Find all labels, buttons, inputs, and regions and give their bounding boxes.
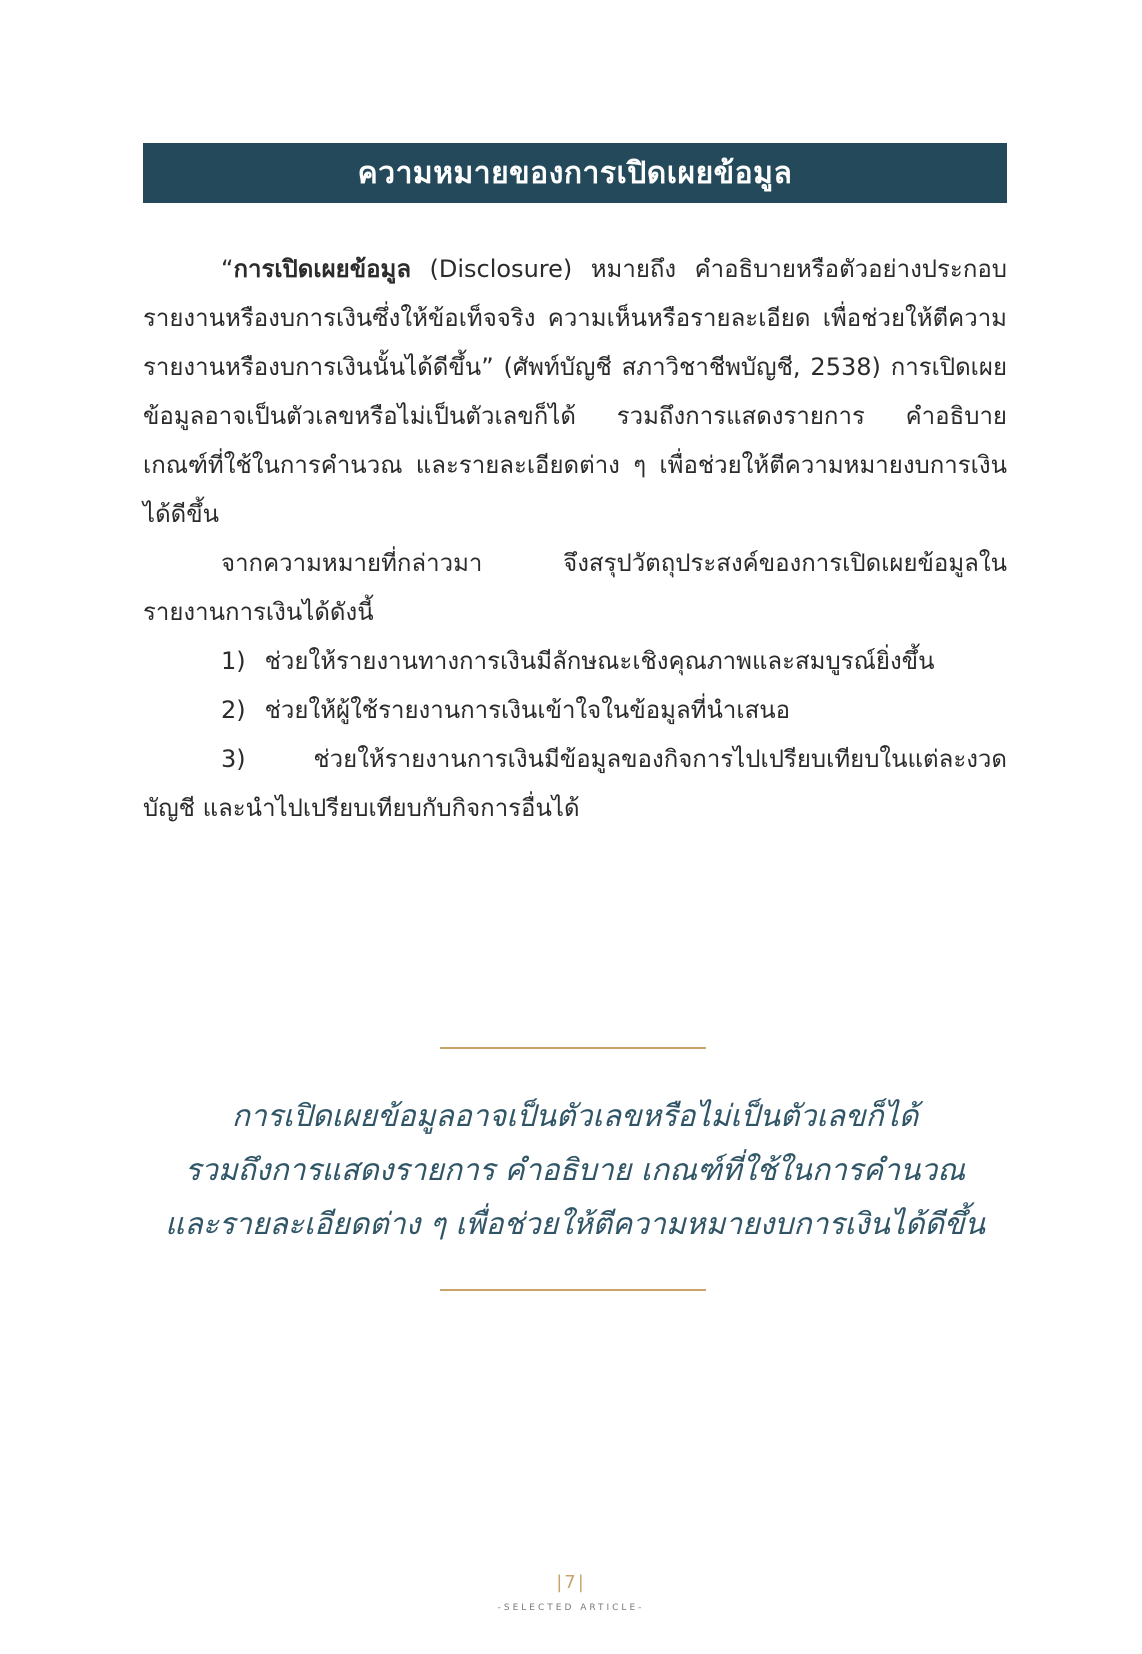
- objective-item-2: [143, 686, 1007, 735]
- objective-text: ช่วยให้ผู้ใช้รายงานการเงินเข้าใจในข้อมูลที่นำเสนอ: [264, 696, 791, 724]
- summary-paragraph: จากความหมายที่กล่าวมา จึงสรุปวัตถุประสงค์ของการเปิดเผยข้อมูลในรายงานการเงินได้ดังนี้: [143, 549, 1007, 626]
- pull-quote-line-1: การเปิดเผยข้อมูลอาจเป็นตัวเลขหรือไม่เป็นตัวเลขก็ได้: [231, 1099, 919, 1134]
- definition-paragraph: [143, 245, 1007, 539]
- objective-text: ช่วยให้รายงานการเงินมีข้อมูลของกิจการไปเปรียบเทียบในแต่ละงวดบัญชี และนำไปเปรียบเทียบกับกิจการอื่นได้: [143, 745, 1007, 822]
- open-quote: “: [221, 255, 234, 283]
- objective-item-3: [143, 735, 1007, 833]
- objective-item-1: [143, 637, 1007, 686]
- pull-quote-line-2: รวมถึงการแสดงรายการ คำอธิบาย เกณฑ์ที่ใช้ในการคำนวณ: [184, 1153, 966, 1188]
- objective-text: ช่วยให้รายงานทางการเงินมีลักษณะเชิงคุณภาพและสมบูรณ์ยิ่งขึ้น: [264, 647, 935, 675]
- pull-quote-bottom-divider: [440, 1289, 706, 1291]
- footer-section-label: -SELECTED ARTICLE-: [497, 1603, 645, 1613]
- defined-term: การเปิดเผยข้อมูล: [233, 255, 412, 283]
- objective-number: 2): [221, 696, 246, 724]
- pull-quote-top-divider: [440, 1047, 706, 1049]
- pull-quote: [143, 1090, 1007, 1252]
- pull-quote-line-3: และรายละเอียดต่าง ๆ เพื่อช่วยให้ตีความหมายงบการเงินได้ดีขึ้น: [165, 1207, 985, 1242]
- section-title-banner: [143, 143, 1007, 203]
- objective-number: 3): [221, 745, 246, 773]
- article-body: [143, 245, 1007, 833]
- page-number: |7|: [556, 1572, 586, 1593]
- definition-text: (Disclosure) หมายถึง คำอธิบายหรือตัวอย่างประกอบรายงานหรืองบการเงินซึ่งให้ข้อเท็จจริง ความเห็นหรือรายละเอียด เพื่อช่วยให้ตีความรายงานหรืองบการเงินนั้นได้ดีขึ้น” (ศัพท์บัญชี สภาวิชาชีพบัญชี, 2538) การเปิดเผยข้อมูลอาจเป็นตัวเลขหรือไม่เป็นตัวเลขก็ได้ รวมถึงการแสดงรายการ คำอธิบาย เกณฑ์ที่ใช้ในการคำนวณ และรายละเอียดต่าง ๆ เพื่อช่วยให้ตีความหมายงบการเงินได้ดีขึ้น: [143, 255, 1007, 528]
- section-title: ความหมายของการเปิดเผยข้อมูล: [357, 155, 793, 191]
- objective-number: 1): [221, 647, 246, 675]
